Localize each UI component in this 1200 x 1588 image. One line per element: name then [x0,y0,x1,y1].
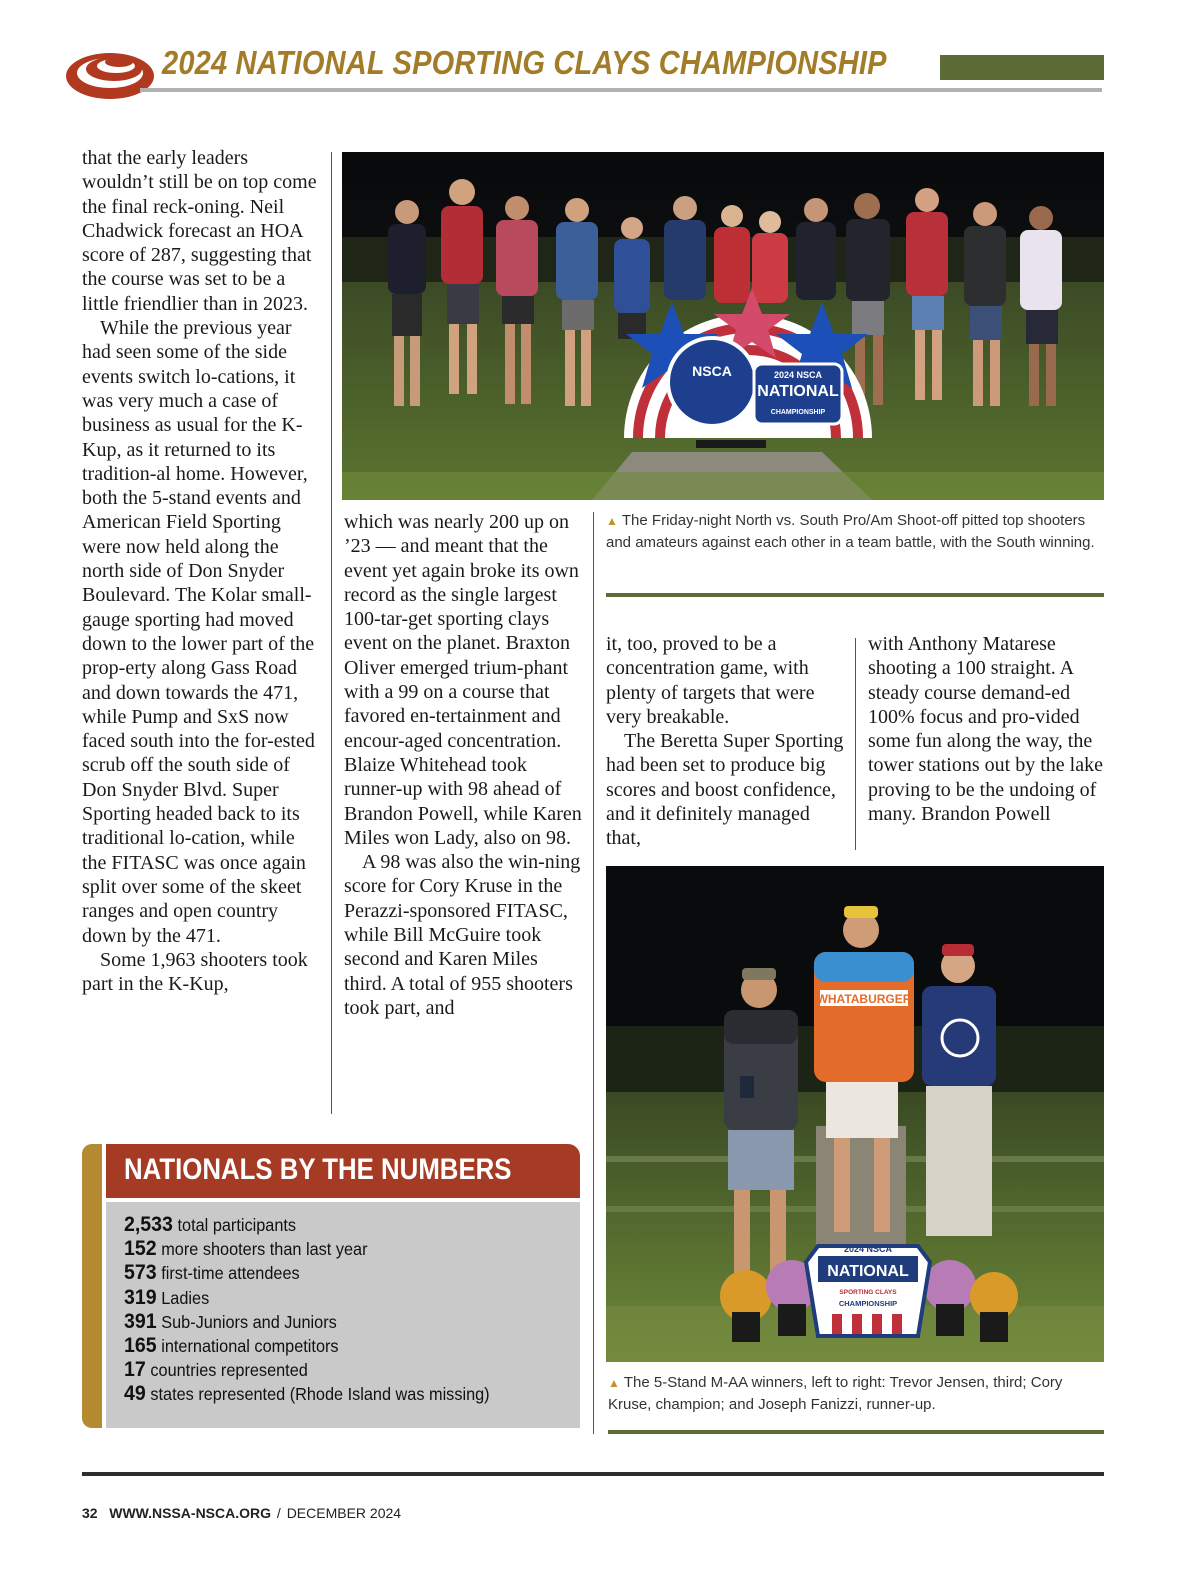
stats-title: NATIONALS BY THE NUMBERS [124,1153,512,1186]
caption-text-1: The Friday-night North vs. South Pro/Am Shoot-off pitted top shooters and amateurs against each other in a team battle, with the South winning. [606,512,1095,551]
stats-item: 165 international competitors [124,1333,339,1357]
banner-line-1: 2024 NSCA [773,370,823,380]
article-paragraph: While the previous year had seen some of the side events switch lo-cations, it was very much a case of business as usual for the K-Kup, as it returned to its tradition-al home. However, both the 5-stand events and American Field Sporting were now held along the north side of Don Snyder Boulevard. The Kolar small-gauge sporting had moved down to the lower part of the prop-erty along Gass Road and down towards the 471, while Pump and SxS now faced south into the for-ested scrub off the south side of Don Snyder Blvd. Super Sporting headed back to its traditional lo-cation, while the FITASC was once again split over some of the skeet ranges and open country down by the 471. [82,317,315,947]
caption-text-2: The 5-Stand M-AA winners, left to right: Trevor Jensen, third; Cory Kruse, champion; and Joseph Fanizzi, runner-up. [608,1374,1063,1413]
jacket-sponsor-text: WHATABURGER [816,992,912,1006]
caption-divider [608,1430,1104,1434]
stats-item: 573 first-time attendees [124,1261,300,1285]
article-paragraph: that the early leaders wouldn’t still be on top come the final reck-oning. Neil Chadwick forecast an HOA score of 287, suggesting that the course was set to be a little friendlier than in 2023. [82,147,317,315]
photo-caption-1 [606,510,1104,554]
banner-line-3: CHAMPIONSHIP [770,409,826,416]
stats-item: 152 more shooters than last year [124,1237,368,1261]
article-paragraph: it, too, proved to be a concentration game, with plenty of targets that were very breakable. [606,633,815,728]
sign-line-2: NATIONAL [827,1263,909,1280]
article-column-1 [82,146,322,996]
sign-line-3: SPORTING CLAYS [839,1289,897,1296]
stats-accent-bar [82,1144,102,1428]
header-divider [140,88,1102,92]
caption-triangle-icon: ▲ [606,514,618,528]
stats-item: 17 countries represented [124,1358,308,1382]
pro-am-team-photo-image [342,152,1104,500]
article-column-4 [868,632,1108,826]
stats-item: 391 Sub-Juniors and Juniors [124,1309,337,1333]
stats-item: 2,533 total participants [124,1213,297,1236]
page-header-title: 2024 NATIONAL SPORTING CLAYS CHAMPIONSHIP [162,44,887,81]
sign-line-1: 2024 NSCA [843,1244,893,1254]
stats-list [124,1213,574,1407]
column-divider [331,152,332,1114]
article-paragraph: which was nearly 200 up on ’23 — and meant that the event yet again broke its own record as the single largest 100-tar-get sporting clays event on the planet. Braxton Oliver emerged trium-phant with a 99 on a course that favored en-tertainment and encour-aged concentration. Blaize Whitehead took runner-up with 98 ahead of Brandon Powell, while Karen Miles won Lady, also on 98. [344,511,582,849]
stats-item: 49 states represented (Rhode Island was missing) [124,1382,490,1406]
caption-divider [606,593,1104,597]
article-column-2 [344,510,584,1020]
article-paragraph: The Beretta Super Sporting had been set to produce big scores and boost confidence, and it definitely managed that, [606,730,844,850]
five-stand-winners-photo [606,866,1104,1362]
page-number: 32 [82,1505,98,1521]
caption-triangle-icon: ▲ [608,1376,620,1390]
footer-issue-date: DECEMBER 2024 [286,1505,402,1521]
page-footer [82,1505,401,1521]
photo-caption-2 [608,1372,1104,1416]
sign-line-4: CHAMPIONSHIP [838,1299,898,1308]
article-paragraph: Some 1,963 shooters took part in the K-Kup, [82,948,308,996]
footer-divider [82,1472,1104,1476]
article-paragraph: A 98 was also the win-ning score for Cory Kruse in the Perazzi-sponsored FITASC, while Bill McGuire took second and Karen Miles third. A total of 955 shooters took part, and [344,851,581,1019]
banner-seal-text: NSCA [692,363,732,379]
clay-target-logo-icon [64,40,156,102]
stats-item: 319 Ladies [124,1285,210,1309]
five-stand-winners-photo-image [606,866,1104,1362]
column-divider [855,638,856,850]
banner-line-2: NATIONAL [757,383,839,400]
footer-separator: / [276,1505,281,1521]
header-accent-bar [940,55,1104,80]
column-divider [593,512,594,1434]
footer-website-link[interactable]: WWW.NSSA-NSCA.ORG [109,1505,272,1521]
article-paragraph: with Anthony Matarese shooting a 100 straight. A steady course demand-ed 100% focus and pro-vided some fun along the way, the tower stations out by the lake proving to be the undoing of many. Brandon Powell [868,633,1103,826]
pro-am-team-photo [342,152,1104,500]
article-column-3 [606,632,846,851]
